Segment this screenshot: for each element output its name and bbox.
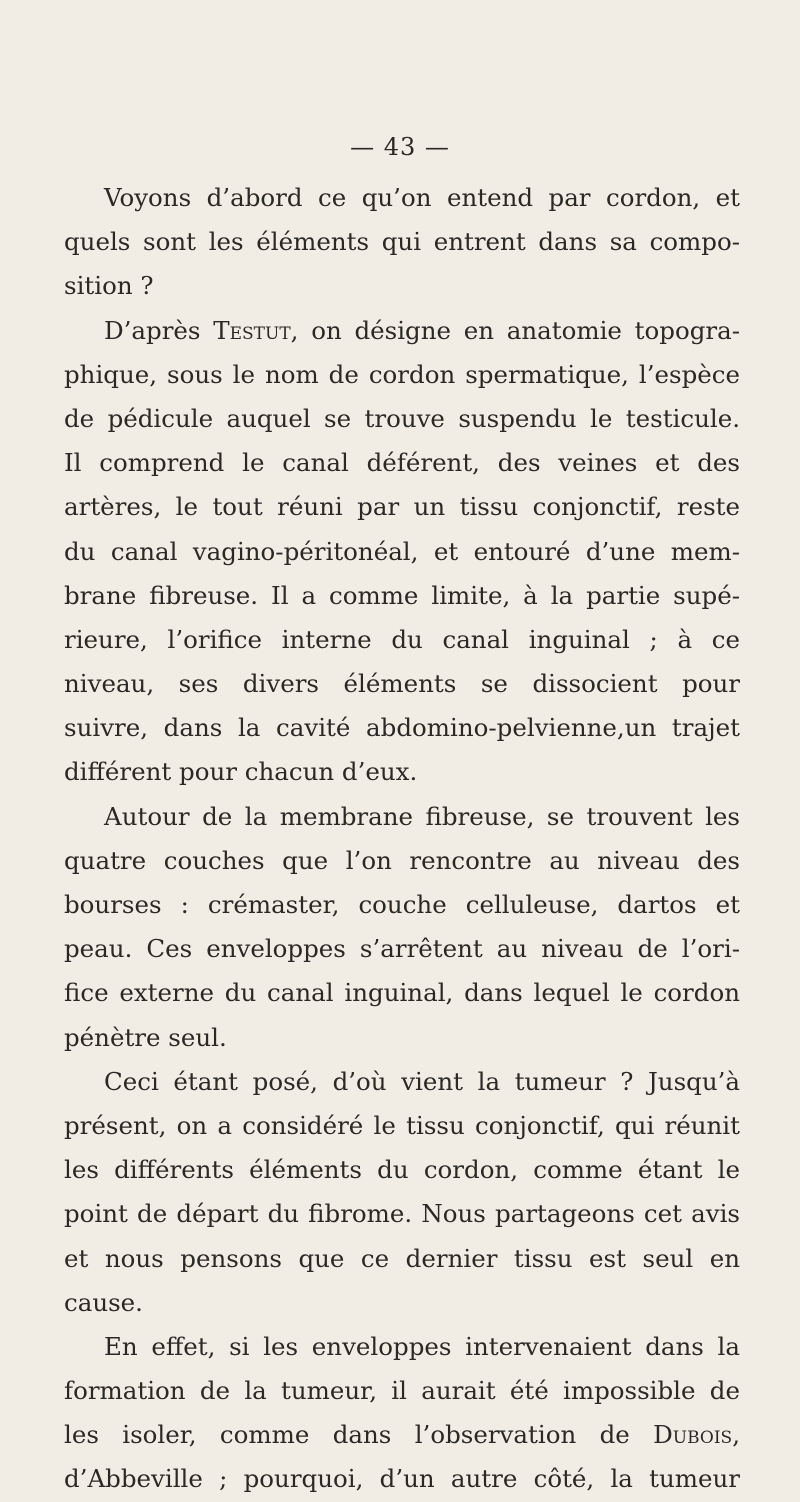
text-line: différent pour chacun d’eux. [64, 757, 418, 787]
text-line: bourses : crémaster, couche celluleuse, dartos et [64, 890, 740, 919]
text-line: point de départ du fibrome. Nous partageons cet avis [64, 1199, 740, 1229]
author-name: Testut [213, 315, 291, 345]
text-line: Il comprend le canal déférent, des veines et des [64, 448, 740, 478]
text-line: d’Abbeville ; pourquoi, d’un autre côté, la tumeur [64, 1464, 740, 1494]
text-line: peau. Ces enveloppes s’arrêtent au niveau de l’ori- [64, 934, 740, 964]
text-line: Voyons d’abord ce qu’on entend par cordon, et [104, 183, 740, 212]
text-line: fice externe du canal inguinal, dans lequel le cordon [64, 978, 740, 1008]
text-line: D’après Testut, on désigne en anatomie topogra- [104, 315, 740, 345]
text-line: les différents éléments du cordon, comme étant le [64, 1155, 740, 1185]
text-line: suivre, dans la cavité abdomino-pelvienne,un trajet [64, 713, 740, 743]
text-line: brane fibreuse. Il a comme limite, à la partie supé- [64, 580, 740, 610]
text-line: quatre couches que l’on rencontre au niveau des [64, 845, 740, 875]
text-line: formation de la tumeur, il aurait été impossible de [64, 1376, 740, 1406]
text-line: niveau, ses divers éléments se dissocient pour [64, 669, 740, 699]
text-line: cause. [64, 1287, 143, 1317]
text-line: En effet, si les enveloppes intervenaient dans la [104, 1331, 740, 1361]
text-line: Ceci étant posé, d’où vient la tumeur ? Jusqu’à [104, 1066, 740, 1096]
author-name: Dubois [653, 1420, 733, 1450]
text-line: artères, le tout réuni par un tissu conjonctif, reste [64, 492, 740, 522]
text-line: sition ? [64, 271, 154, 301]
text-line: de pédicule auquel se trouve suspendu le testicule. [64, 403, 740, 433]
text-line: Autour de la membrane fibreuse, se trouvent les [104, 801, 740, 831]
text-line: présent, on a considéré le tissu conjonctif, qui réunit [64, 1110, 740, 1140]
text-line: phique, sous le nom de cordon spermatique, l’espèce [64, 359, 740, 389]
text-line: et nous pensons que ce dernier tissu est seul en [64, 1243, 740, 1273]
text-line: quels sont les éléments qui entrent dans sa compo- [64, 227, 740, 257]
text-line: les isoler, comme dans l’observation de Dubois, [64, 1420, 740, 1450]
text-line: rieure, l’orifice interne du canal inguinal ; à ce [64, 624, 740, 654]
body-text [64, 176, 740, 1502]
text-line: du canal vagino-péritonéal, et entouré d’une mem- [64, 536, 740, 566]
page-number: — 43 — [350, 133, 450, 161]
text-line: pénètre seul. [64, 1022, 227, 1052]
